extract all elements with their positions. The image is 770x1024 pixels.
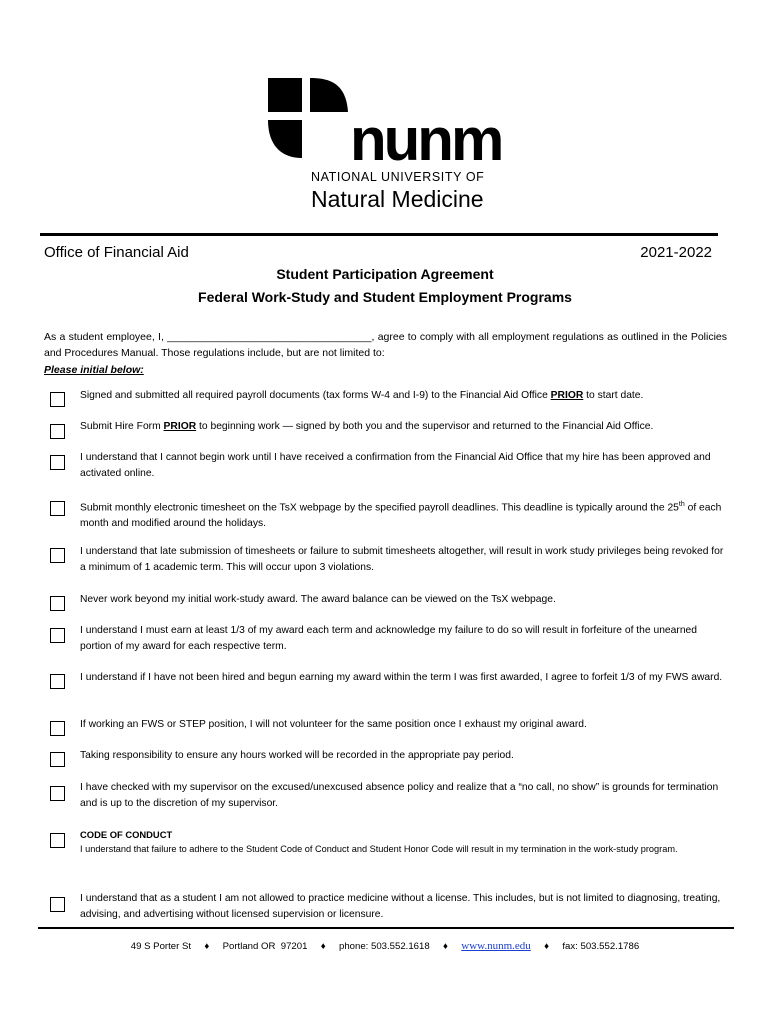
initial-checkbox-12[interactable]	[50, 833, 65, 848]
document-title: Student Participation Agreement	[276, 266, 494, 282]
agreement-item-5: I understand that late submission of timesheets or failure to submit timesheets altogether, will result in work study privileges being revoked for a minimum of 1 academic term. This will occur upon 3 violations.	[80, 546, 724, 573]
footer-website-link[interactable]: www.nunm.edu	[461, 940, 531, 952]
leaf-logo-icon	[266, 74, 350, 160]
footer-divider	[38, 927, 734, 929]
diamond-icon: ♦	[204, 941, 210, 952]
logo-wordmark: nunm	[350, 106, 502, 173]
agreement-item-6: Never work beyond my initial work-study award. The award balance can be viewed on the TsX webpage.	[80, 594, 556, 605]
agreement-item-8: I understand if I have not been hired and begun earning my award within the term I was first awarded, I agree to forfeit 1/3 of my FWS award.	[80, 672, 723, 683]
agreement-item-1: Signed and submitted all required payroll documents (tax forms W-4 and I-9) to the Financial Aid Office PRIOR to start date.	[80, 390, 644, 401]
university-logo	[266, 74, 506, 214]
agreement-item-2: Submit Hire Form PRIOR to beginning work — signed by both you and the supervisor and returned to the Financial Aid Office.	[80, 421, 654, 432]
initial-checkbox-5[interactable]	[50, 548, 65, 563]
diamond-icon: ♦	[443, 941, 448, 952]
agreement-item-3: I understand that I cannot begin work until I have received a confirmation from the Financial Aid Office that my hire has been approved and activated online.	[80, 452, 711, 479]
initial-checkbox-8[interactable]	[50, 674, 65, 689]
agreement-item-7: I understand I must earn at least 1/3 of my award each term and acknowledge my failure to do so will result in forfeiture of the unearned portion of my award for each respective term.	[80, 625, 697, 652]
header-divider	[40, 233, 718, 236]
document-subtitle: Federal Work-Study and Student Employment Programs	[198, 289, 572, 305]
logo-line-1: NATIONAL UNIVERSITY OF	[311, 170, 485, 184]
initial-checkbox-2[interactable]	[50, 424, 65, 439]
initial-checkbox-10[interactable]	[50, 752, 65, 767]
code-of-conduct-text: I understand that failure to adhere to the Student Code of Conduct and Student Honor Code will result in my termination in the work-study program.	[80, 844, 678, 854]
footer	[0, 940, 770, 952]
diamond-icon: ♦	[544, 941, 550, 952]
initial-checkbox-6[interactable]	[50, 596, 65, 611]
diamond-icon: ♦	[320, 941, 326, 952]
initial-instruction: Please initial below:	[44, 364, 144, 376]
agreement-item-10: Taking responsibility to ensure any hours worked will be recorded in the appropriate pay period.	[80, 750, 514, 761]
initial-checkbox-1[interactable]	[50, 392, 65, 407]
initial-checkbox-4[interactable]	[50, 501, 65, 516]
agreement-item-12	[80, 827, 730, 857]
initial-checkbox-13[interactable]	[50, 897, 65, 912]
agreement-item-13: I understand that as a student I am not allowed to practice medicine without a license. This includes, but is not limited to diagnosing, treating, advising, and advertising without licensed supervision or licensure.	[80, 893, 721, 920]
logo-line-2: Natural Medicine	[311, 186, 484, 212]
initial-checkbox-11[interactable]	[50, 786, 65, 801]
intro-paragraph: As a student employee, I, ___________________________________, agree to comply with all employment regulations as outlined in the Policies and Procedures Manual. Those regulations include, but are not limited to:	[44, 331, 727, 359]
initial-checkbox-3[interactable]	[50, 455, 65, 470]
initial-checkbox-9[interactable]	[50, 721, 65, 736]
footer-fax: fax: 503.552.1786	[562, 941, 640, 952]
initial-checkbox-7[interactable]	[50, 628, 65, 643]
agreement-item-11: I have checked with my supervisor on the excused/unexcused absence policy and realize that a “no call, no show” is grounds for termination and is up to the discretion of my supervisor.	[80, 782, 719, 809]
footer-phone: phone: 503.552.1618	[338, 941, 430, 952]
code-of-conduct-heading: CODE OF CONDUCT	[80, 829, 173, 840]
agreement-item-9: If working an FWS or STEP position, I will not volunteer for the same position once I exhaust my original award.	[80, 719, 587, 730]
office-name: Office of Financial Aid	[44, 244, 189, 261]
footer-city: Portland OR 97201	[222, 941, 308, 952]
academic-year: 2021-2022	[640, 244, 712, 261]
footer-address: 49 S Porter St	[130, 941, 192, 952]
agreement-item-4: Submit monthly electronic timesheet on the TsX webpage by the specified payroll deadlines. This deadline is typically around the 25th of each month and modified around the holidays.	[80, 501, 722, 529]
